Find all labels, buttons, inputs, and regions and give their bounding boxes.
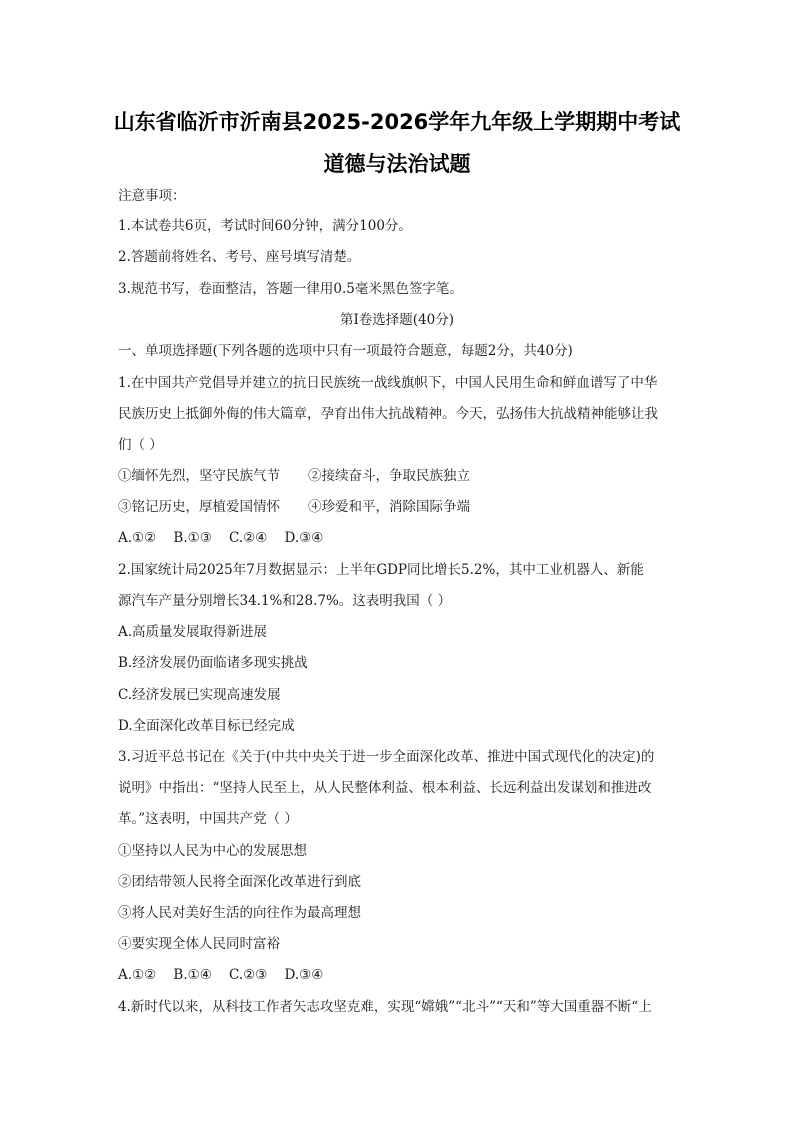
notice-heading: 注意事项： — [118, 188, 186, 204]
question-2-line-2: 源汽车产量分别增长34.1%和28.7%。这表明我国（ ） — [118, 593, 452, 609]
question-1-statement-4: ④珍爱和平，消除国际争端 — [308, 499, 470, 515]
exam-title-line-1: 山东省临沂市沂南县2025-2026学年九年级上学期期中考试 — [113, 110, 681, 134]
question-3-statement-2: ②团结带领人民将全面深化改革进行到底 — [118, 874, 361, 890]
question-3-statement-3: ③将人民对美好生活的向往作为最高理想 — [118, 905, 361, 921]
question-1-line-1: 1.在中国共产党倡导并建立的抗日民族统一战线旗帜下，中国人民用生命和鲜血谱写了中华 — [118, 375, 658, 391]
notice-item-1: 1.本试卷共6页，考试时间60分钟，满分100分。 — [118, 218, 412, 234]
question-1-statements-b — [118, 498, 470, 516]
question-1-line-2: 民族历史上抵御外侮的伟大篇章，孕育出伟大抗战精神。今天，弘扬伟大抗战精神能够让我 — [118, 406, 658, 422]
exam-title-line-2: 道德与法治试题 — [323, 152, 471, 176]
question-1-statement-2: ②接续奋斗，争取民族独立 — [308, 468, 470, 484]
question-3-statement-4: ④要实现全体人民同时富裕 — [118, 936, 280, 952]
question-3-answers: A.①② B.①④ C.②③ D.③④ — [118, 967, 324, 983]
question-4-line-1: 4.新时代以来，从科技工作者矢志攻坚克难，实现“嫦娥”“北斗”“天和”等大国重器不断“上 — [118, 999, 652, 1015]
question-1-statement-1: ①缅怀先烈，坚守民族气节 — [118, 468, 280, 484]
question-1-answers: A.①② B.①③ C.②④ D.③④ — [118, 530, 324, 546]
question-1-line-3: 们（ ） — [118, 437, 163, 453]
question-3-line-3: 革。”这表明，中国共产党（ ） — [118, 811, 298, 827]
notice-item-3: 3.规范书写，卷面整洁，答题一律用0.5毫米黑色签字笔。 — [118, 281, 463, 297]
question-3-statement-1: ①坚持以人民为中心的发展思想 — [118, 843, 307, 859]
question-2-option-c: C.经济发展已实现高速发展 — [118, 687, 281, 703]
part1-heading: 第Ⅰ卷选择题(40分) — [339, 312, 455, 328]
question-2-option-a: A.高质量发展取得新进展 — [118, 624, 268, 640]
question-3-line-2: 说明》中指出：“坚持人民至上，从人民整体利益、根本利益、长远利益出发谋划和推进改 — [118, 780, 652, 796]
question-2-line-1: 2.国家统计局2025年7月数据显示：上半年GDP同比增长5.2%，其中工业机器人、新能 — [118, 562, 644, 578]
question-2-option-d: D.全面深化改革目标已经完成 — [118, 718, 295, 734]
question-3-line-1: 3.习近平总书记在《关于(中共中央关于进一步全面深化改革、推进中国式现代化的决定)的 — [118, 749, 655, 765]
notice-item-2: 2.答题前将姓名、考号、座号填写清楚。 — [118, 249, 361, 265]
question-1-statement-3: ③铭记历史，厚植爱国情怀 — [118, 499, 280, 515]
question-1-statements-a — [118, 467, 470, 485]
section-heading: 一、单项选择题(下列各题的选项中只有一项最符合题意，每题2分，共40分) — [118, 343, 573, 359]
question-2-option-b: B.经济发展仍面临诸多现实挑战 — [118, 655, 308, 671]
